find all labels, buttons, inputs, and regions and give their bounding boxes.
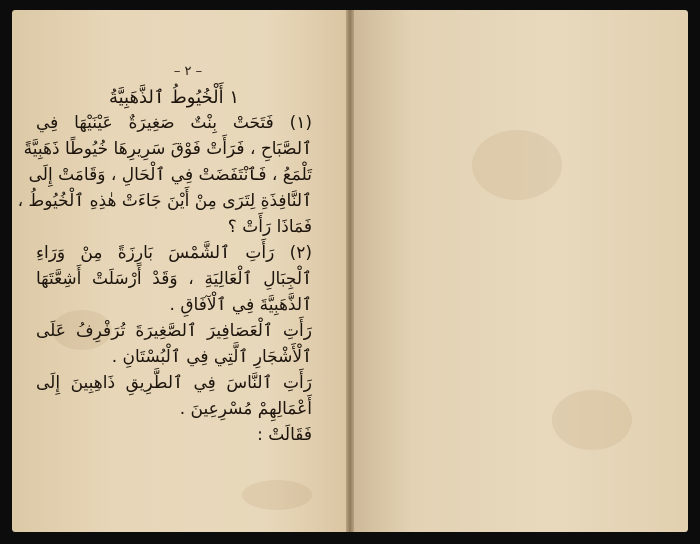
text-line: أَعْمَالِهِمْ مُسْرِعِينَ . <box>179 399 312 419</box>
page-text <box>17 86 312 448</box>
chapter-heading: ١ أَلْخُيُوطُ ٱلذَّهَبِيَّةُ <box>108 87 240 108</box>
page-number: – ٢ – <box>173 64 203 79</box>
text-line: فَقَالَتْ : <box>257 425 312 445</box>
text-line: (٢) رَأَتِ ٱلشَّمْسَ بَارِزَةً مِنْ وَرَاءِ <box>36 243 312 263</box>
text-line: فَمَاذَا رَأَتْ ؟ <box>227 217 312 237</box>
text-line: ٱلْجِبَالِ ٱلْعَالِيَةِ ، وَقَدْ أَرْسَلَتْ أَشِعَّتَهَا <box>36 269 312 289</box>
text-line: رَأَتِ ٱلْعَصَافِيرَ ٱلصَّغِيرَةَ تُرَفْرِفُ عَلَى <box>36 321 312 341</box>
paper-stain <box>242 480 312 510</box>
text-line: ٱلْأَشْجَارِ ٱلَّتِي فِي ٱلْبُسْتَانِ . <box>111 347 312 367</box>
text-line: ٱلذَّهَبِيَّةَ فِي ٱلْآفَاقِ . <box>169 295 312 315</box>
book-gutter <box>346 10 354 532</box>
paper-stain <box>552 390 632 450</box>
text-line: (١) فَتَحَتْ بِنْتٌ صَغِيرَةٌ عَيْنَيْهَا فِي <box>36 113 312 133</box>
text-line: تَلْمَعُ ، فَٱنْتَفَضَتْ فِي ٱلْحَالِ ، وَقَامَتْ إِلَى <box>28 165 312 185</box>
right-page <box>352 10 688 532</box>
text-line: ٱلصَّبَاحِ ، فَرَأَتْ فَوْقَ سَرِيرِهَا خُيُوطًا ذَهَبِيَّةً <box>23 139 312 159</box>
paper-stain <box>472 130 562 200</box>
text-line: رَأَتِ ٱلنَّاسَ فِي ٱلطَّرِيقِ ذَاهِبِينَ إِلَى <box>36 373 312 393</box>
text-line: ٱلنَّافِذَةِ لِتَرَى مِنْ أَيْنَ جَاءَتْ هٰذِهِ ٱلْخُيُوطُ ، <box>17 191 312 211</box>
